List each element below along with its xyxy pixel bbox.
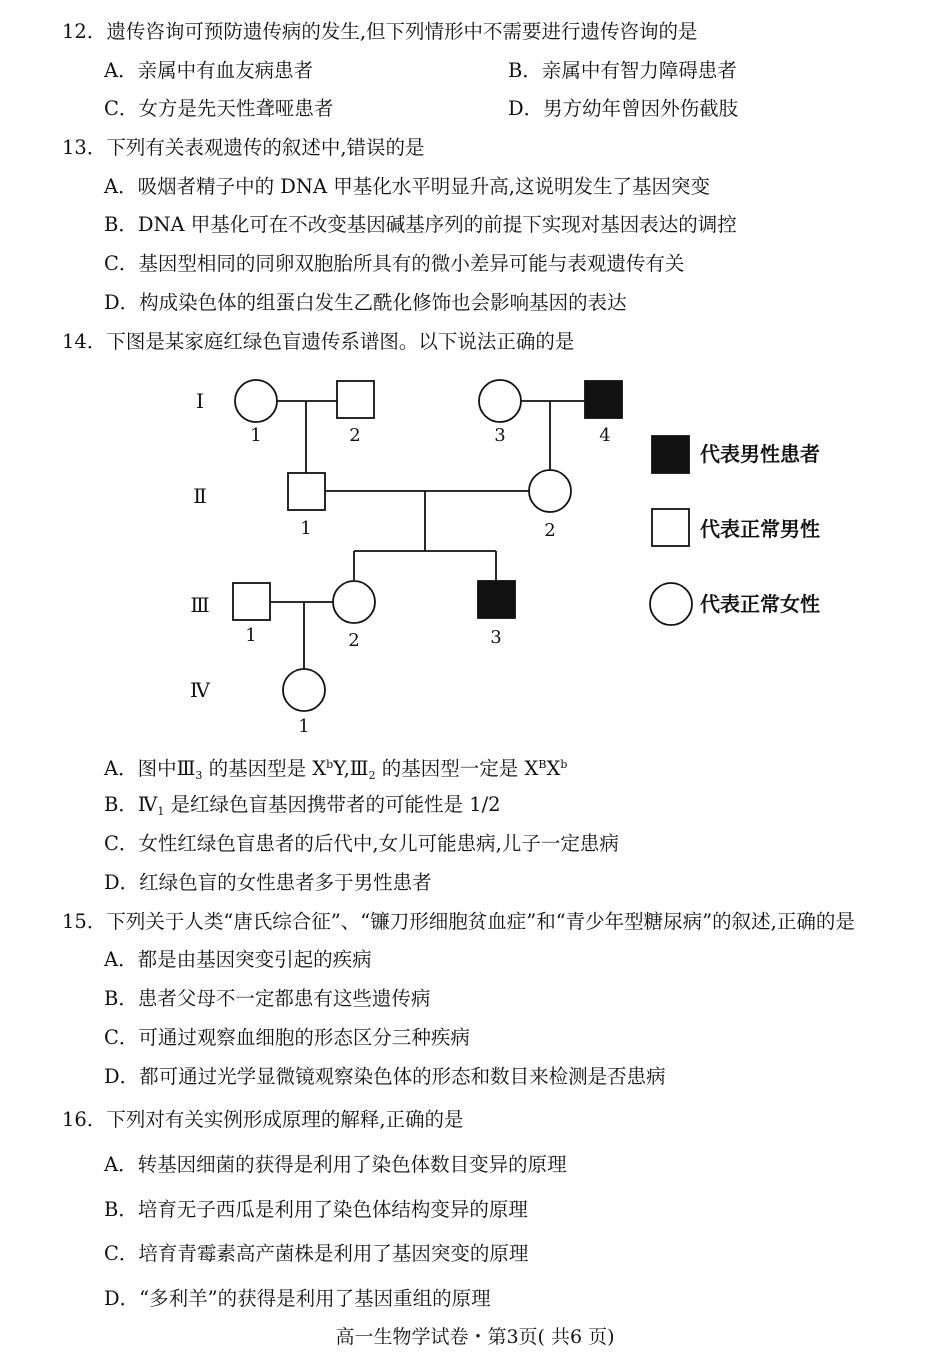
legend-normal-female-label: 代表正常女性: [700, 592, 820, 616]
q16-option-a: A．转基因细菌的获得是利用了染色体数目变异的原理: [104, 1153, 567, 1176]
label-I-2: 2: [349, 425, 361, 446]
q13-stem: 13．下列有关表观遗传的叙述中,错误的是: [62, 136, 425, 159]
label-IV-1: 1: [298, 716, 310, 736]
q16-option-c: C．培育青霉素高产菌株是利用了基因突变的原理: [104, 1242, 529, 1265]
q13-option-d: D．构成染色体的组蛋白发生乙酰化修饰也会影响基因的表达: [104, 291, 627, 314]
legend-affected-male-label: 代表男性患者: [700, 442, 820, 466]
q15-option-b: B．患者父母不一定都患有这些遗传病: [104, 987, 431, 1010]
page-footer: 高一生物学试卷・第3页( 共6 页): [335, 1326, 615, 1348]
label-II-2: 2: [544, 520, 556, 541]
person-I-1-normal-female: [235, 380, 277, 422]
legend-normal-male-symbol: [652, 509, 689, 546]
person-I-3-normal-female: [479, 380, 521, 422]
q13-option-b: B．DNA 甲基化可在不改变基因碱基序列的前提下实现对基因表达的调控: [104, 213, 737, 236]
label-I-1: 1: [250, 425, 262, 446]
person-I-2-normal-male: [337, 381, 374, 418]
q16-option-d: D．“多利羊”的获得是利用了基因重组的原理: [104, 1287, 491, 1310]
label-I-4: 4: [599, 425, 611, 446]
legend-normal-female-symbol: [650, 583, 692, 625]
q14-option-d: D．红绿色盲的女性患者多于男性患者: [104, 871, 432, 894]
q15-option-a: A．都是由基因突变引起的疾病: [104, 948, 372, 971]
q12-stem: 12．遗传咨询可预防遗传病的发生,但下列情形中不需要进行遗传咨询的是: [62, 20, 698, 43]
q12-option-c: C．女方是先天性聋哑患者: [104, 97, 334, 120]
q13-option-c: C．基因型相同的同卵双胞胎所具有的微小差异可能与表观遗传有关: [104, 252, 685, 275]
generation-label-2: Ⅱ: [193, 484, 207, 508]
q12-option-d: D．男方幼年曾因外伤截肢: [508, 97, 739, 120]
person-II-1-normal-male: [288, 473, 325, 510]
q14-option-a: A．图中$Ⅲ_3$ 的基因型是 $X^bY,Ⅲ_2$ 的基因型一定是 $X^BX^b$: [104, 757, 568, 782]
generation-label-1: Ⅰ: [196, 389, 204, 413]
q14-stem: 14．下图是某家庭红绿色盲遗传系谱图。以下说法正确的是: [62, 330, 575, 353]
person-I-4-affected-male: [585, 381, 622, 418]
person-IV-1-normal-female: [283, 669, 325, 711]
label-II-1: 1: [300, 518, 312, 539]
q16-option-b: B．培育无子西瓜是利用了染色体结构变异的原理: [104, 1198, 528, 1221]
generation-label-4: Ⅳ: [190, 678, 210, 702]
q14-option-c: C．女性红绿色盲患者的后代中,女儿可能患病,儿子一定患病: [104, 832, 619, 855]
label-III-3: 3: [490, 627, 502, 648]
pedigree-chart: [178, 366, 868, 736]
person-III-1-normal-male: [233, 583, 270, 620]
person-II-2-normal-female: [529, 470, 571, 512]
q16-stem: 16．下列对有关实例形成原理的解释,正确的是: [62, 1108, 464, 1131]
generation-label-3: Ⅲ: [190, 593, 210, 617]
q15-stem: 15．下列关于人类“唐氏综合征”、“镰刀形细胞贫血症”和“青少年型糖尿病”的叙述,正确的是: [62, 910, 855, 933]
person-III-3-affected-male: [478, 581, 515, 618]
legend-affected-male-symbol: [652, 436, 689, 473]
label-III-1: 1: [245, 625, 257, 646]
q12-option-b: B．亲属中有智力障碍患者: [508, 59, 737, 82]
q13-option-a: A．吸烟者精子中的 DNA 甲基化水平明显升高,这说明发生了基因突变: [104, 175, 710, 198]
q15-option-d: D．都可通过光学显微镜观察染色体的形态和数目来检测是否患病: [104, 1065, 666, 1088]
label-I-3: 3: [494, 425, 506, 446]
legend-normal-male-label: 代表正常男性: [700, 517, 820, 541]
label-III-2: 2: [348, 630, 360, 651]
person-III-2-normal-female: [333, 581, 375, 623]
q12-option-a: A．亲属中有血友病患者: [104, 59, 314, 82]
q14-option-b: B．$Ⅳ_1$ 是红绿色盲基因携带者的可能性是 1/2: [104, 793, 501, 818]
q15-option-c: C．可通过观察血细胞的形态区分三种疾病: [104, 1026, 470, 1049]
